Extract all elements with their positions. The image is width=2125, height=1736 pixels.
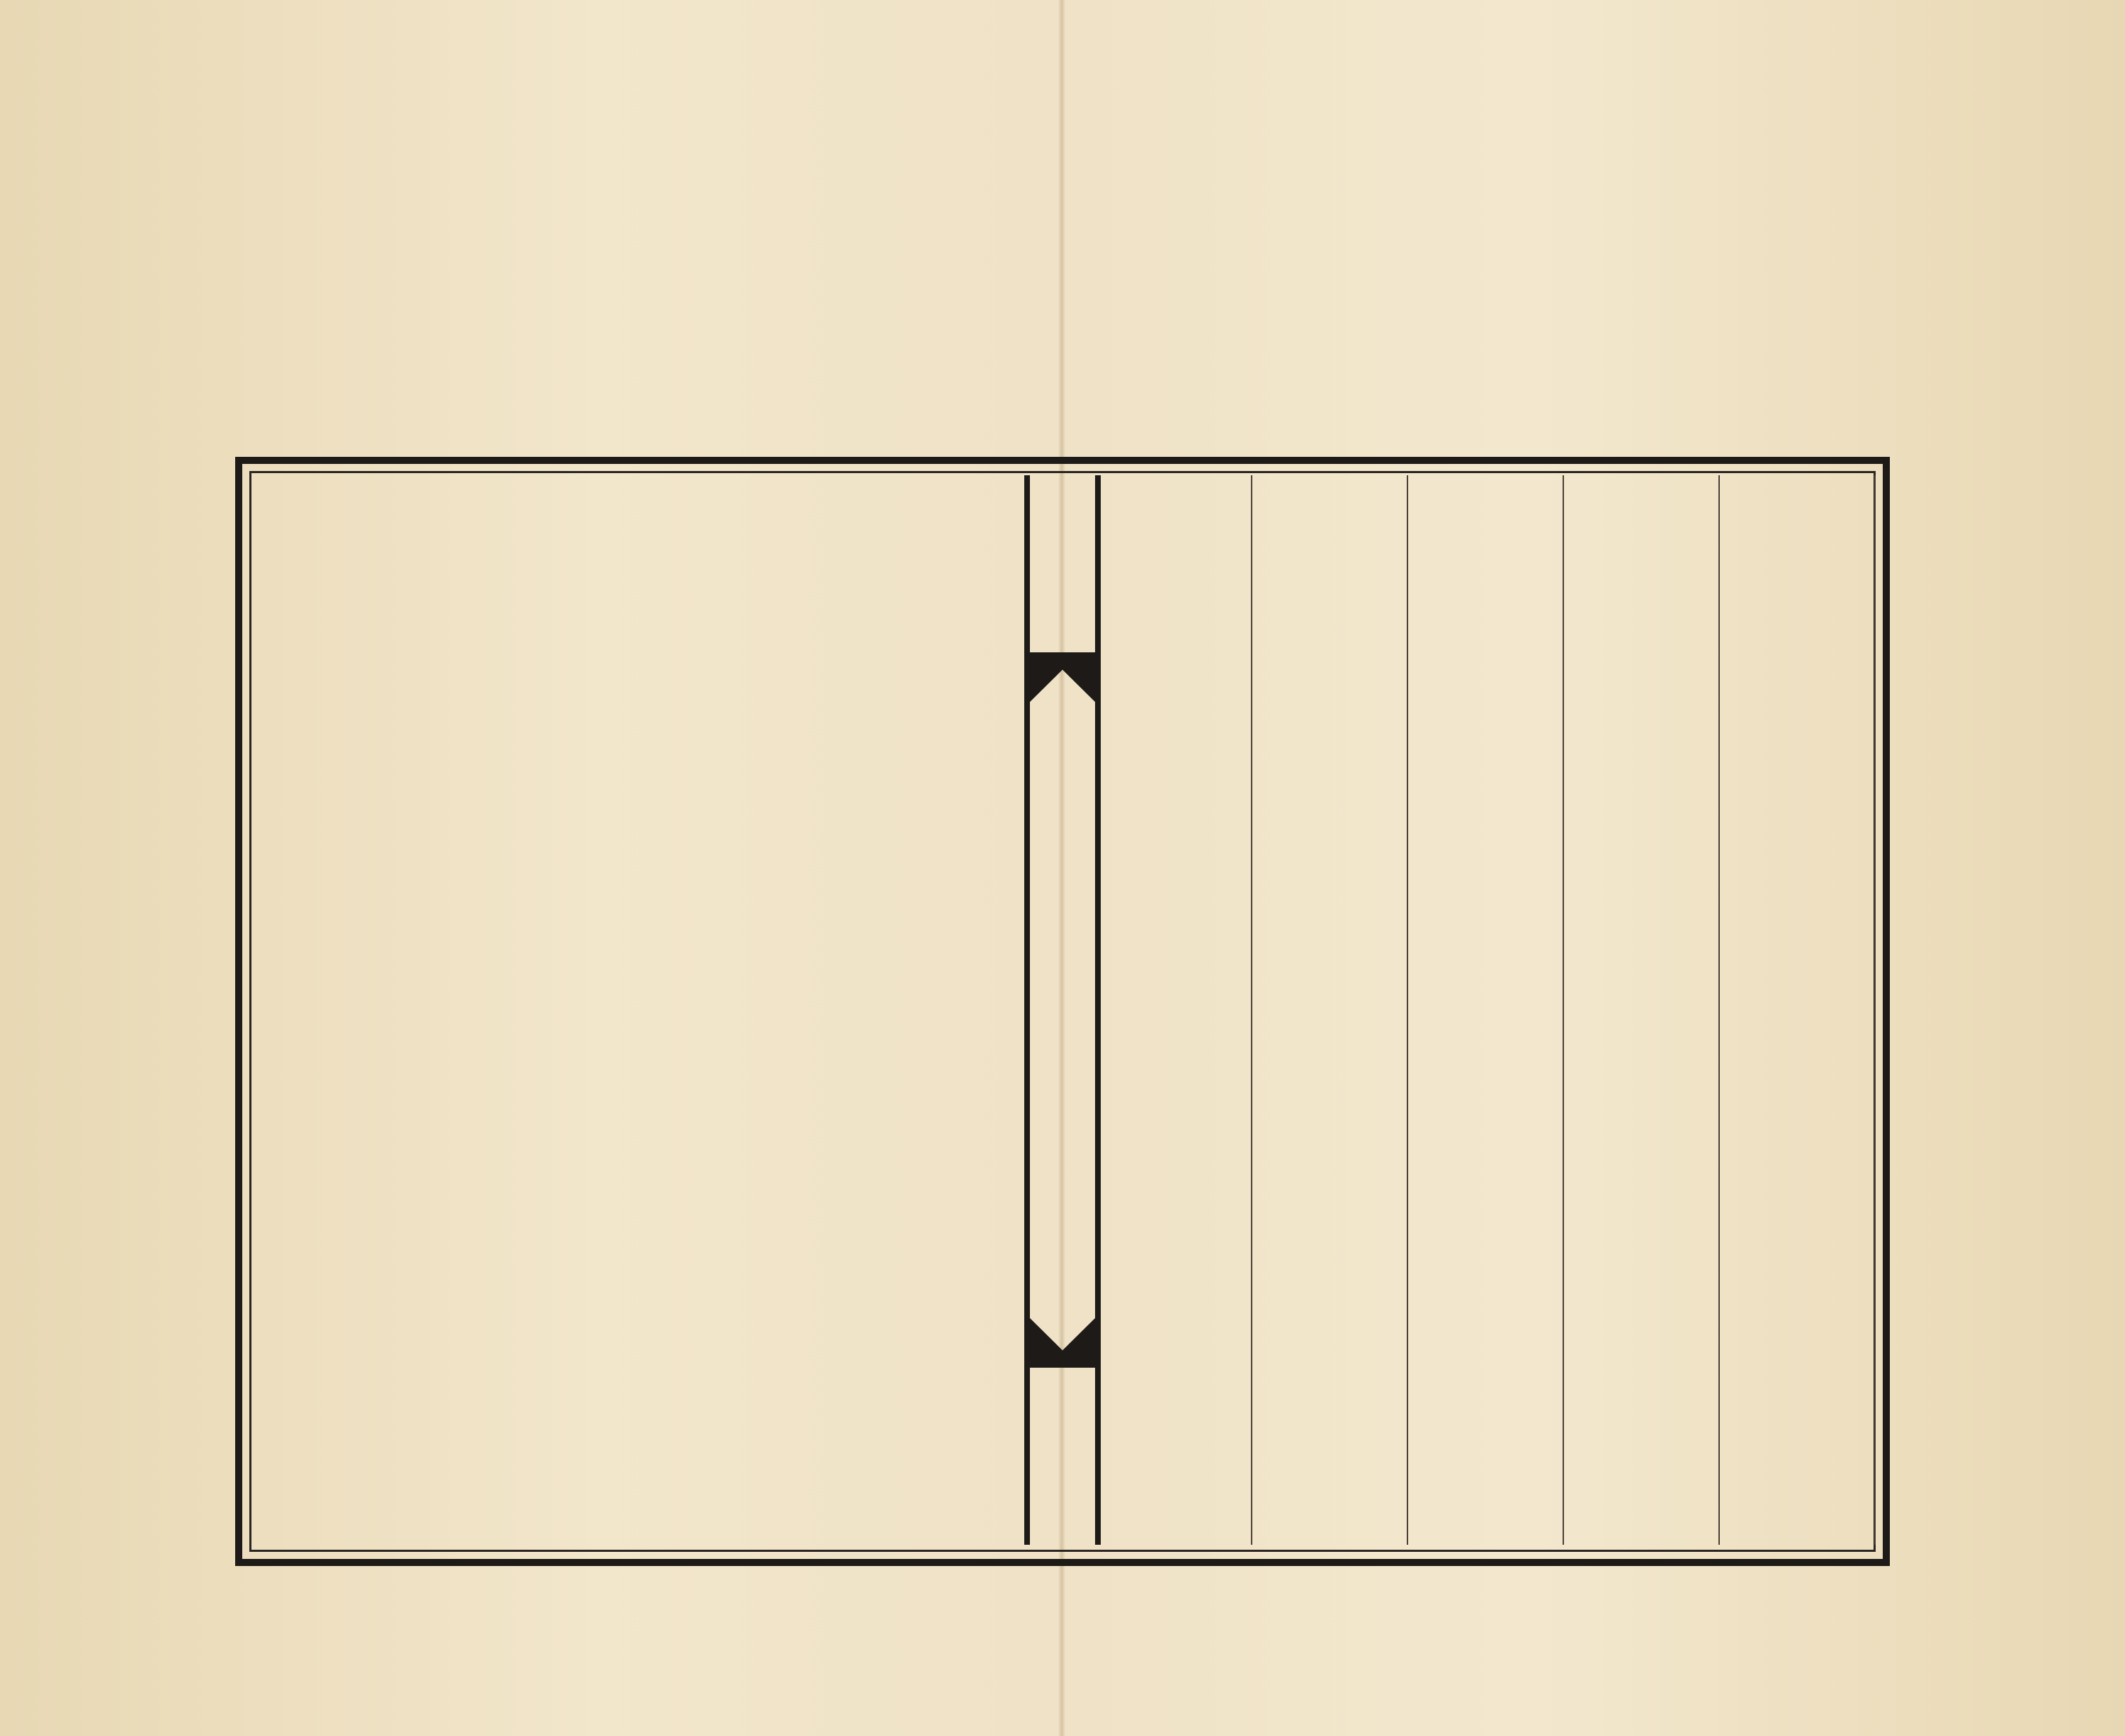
fish-tail-top-mark bbox=[1030, 652, 1095, 702]
page-frame bbox=[235, 457, 1890, 1566]
right-column-1 bbox=[1720, 475, 1876, 1545]
center-strip bbox=[1024, 475, 1101, 1545]
fish-tail-bottom-mark bbox=[1030, 1318, 1095, 1368]
right-column-4 bbox=[1252, 475, 1408, 1545]
right-column-2 bbox=[1564, 475, 1720, 1545]
right-column-5 bbox=[1096, 475, 1252, 1545]
right-column-3 bbox=[1408, 475, 1564, 1545]
